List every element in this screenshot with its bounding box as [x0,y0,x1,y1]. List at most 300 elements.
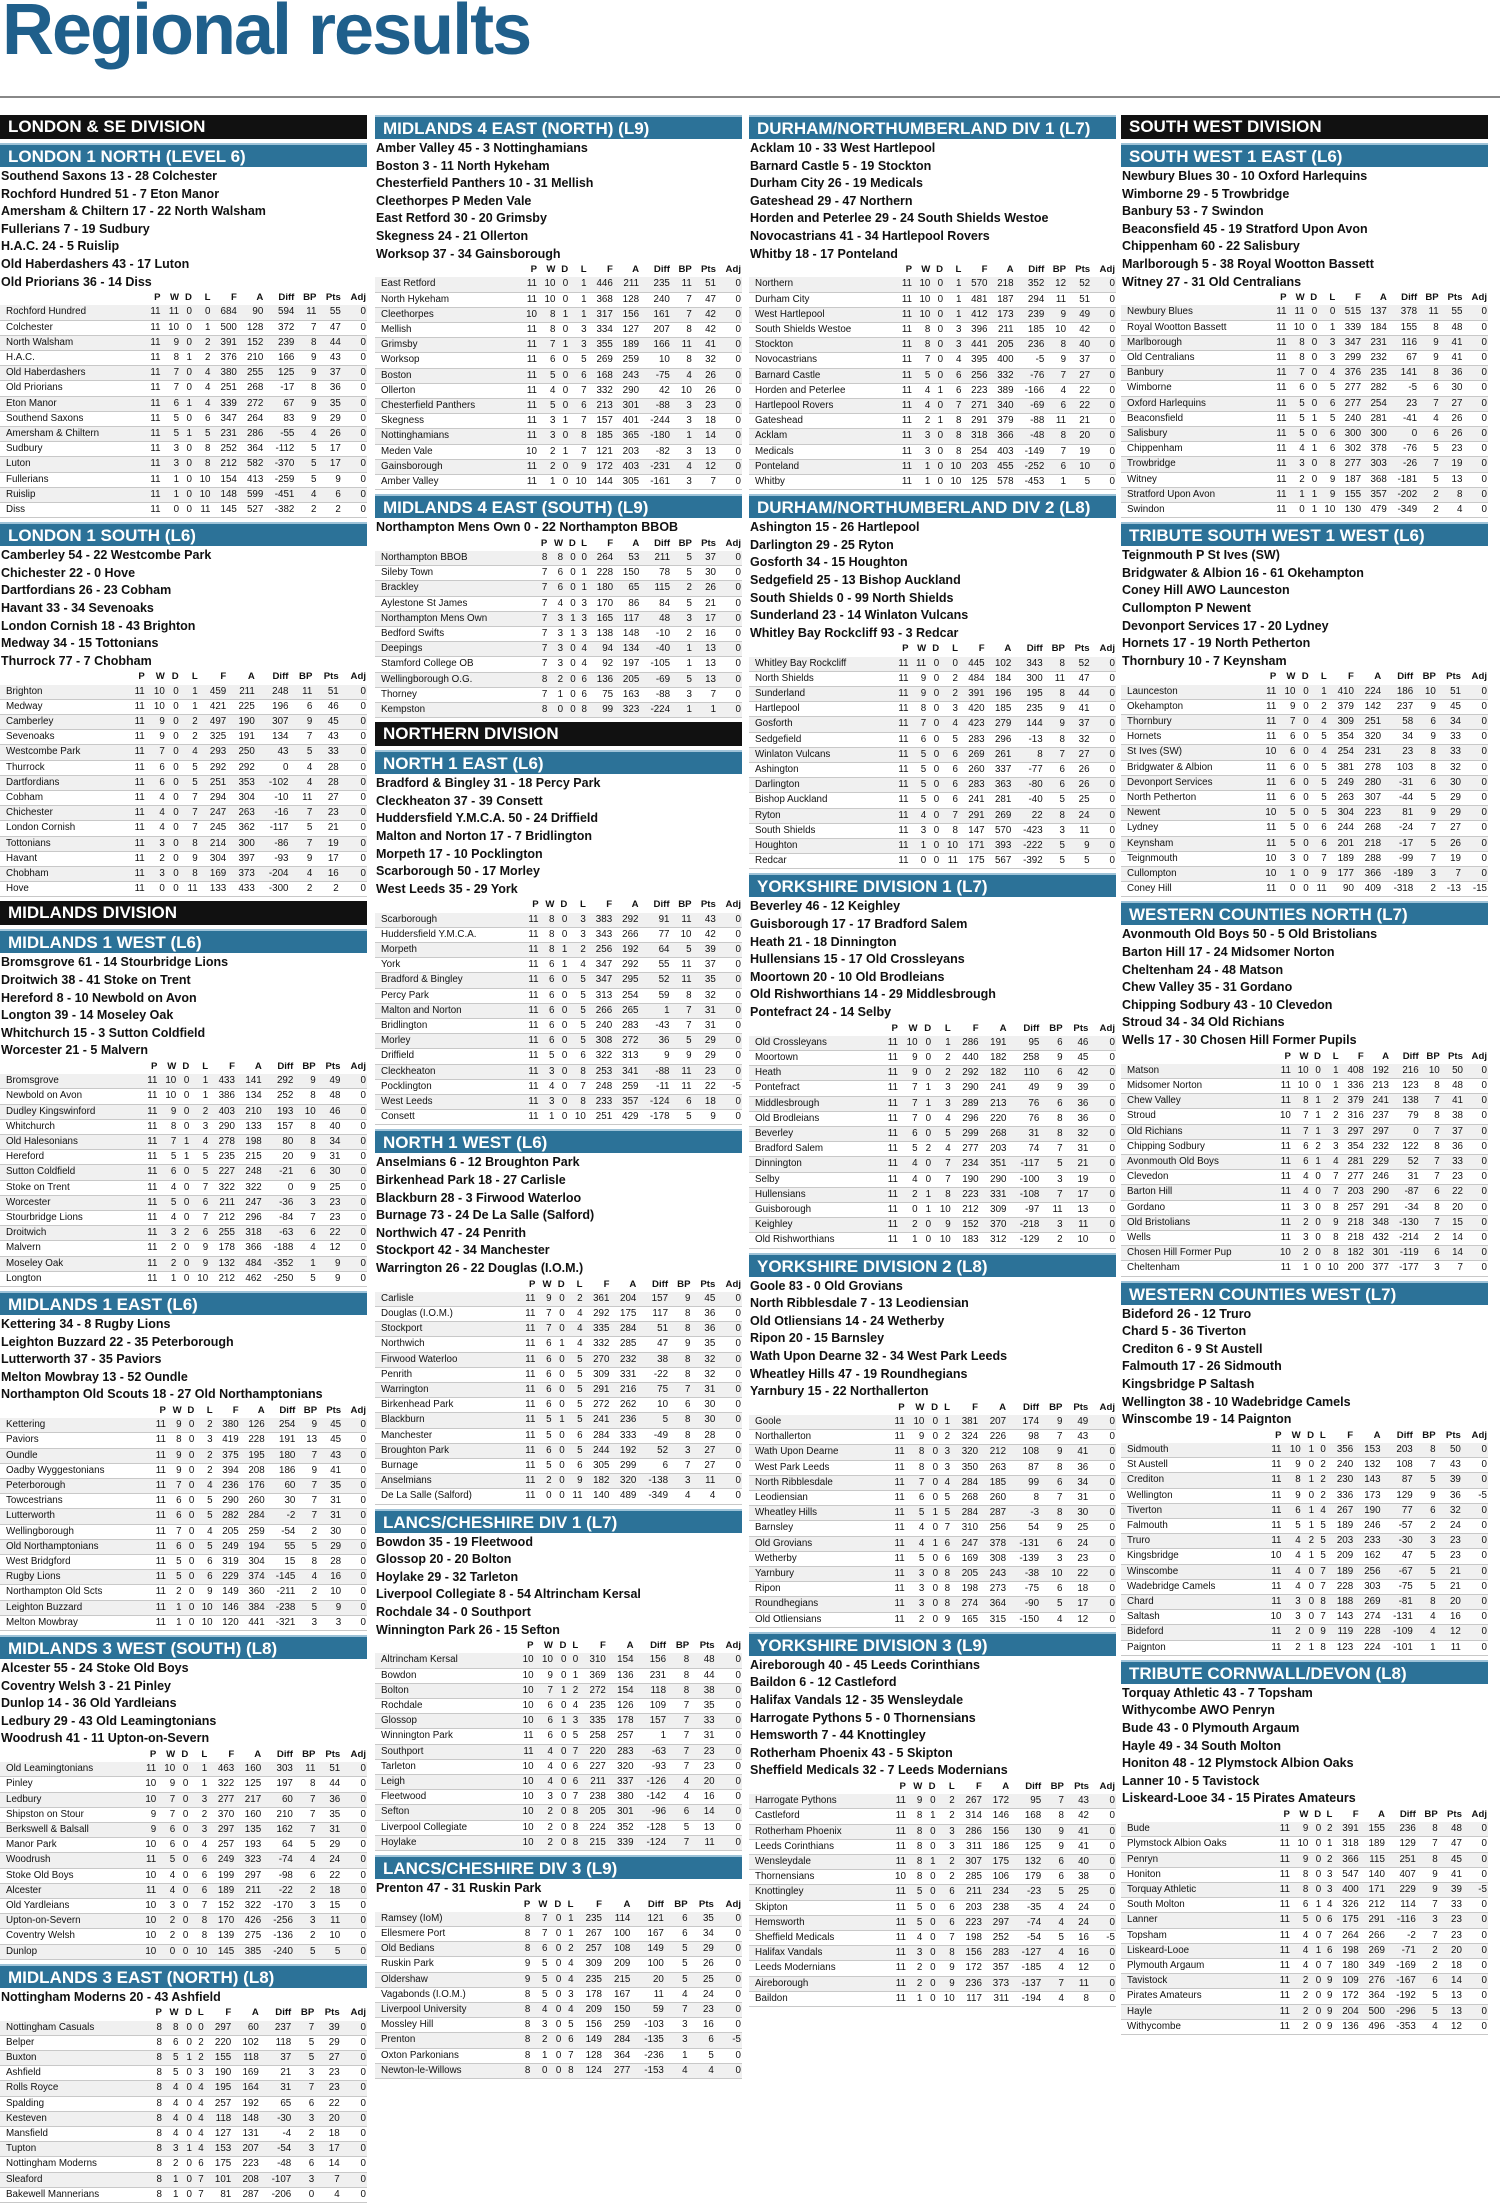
column-header: Adj [1099,1780,1115,1792]
fixture-result: Droitwich 38 - 41 Stoke on Trent [1,973,191,987]
stat-cell: 3 [169,1900,176,1912]
stat-cell: 360 [248,1586,265,1598]
team-name: Sunderland [755,687,806,699]
stat-cell: -49 [653,1429,669,1441]
stat-cell: 297 [217,1824,235,1836]
stat-cell: 125 [971,476,988,487]
stat-cell: 231 [220,427,237,439]
stat-cell: 459 [209,685,227,697]
stat-cell: 8 [1056,1507,1063,1519]
table-row [375,1699,742,1714]
team-name: Pocklington [381,1080,432,1092]
stat-cell: 0 [1109,1840,1115,1852]
stat-cell: 31 [1407,1171,1419,1183]
fixture-result: Amersham & Chiltern 17 - 22 North Walsham [1,204,266,219]
fixture-result: Lutterworth 37 - 35 Paviors [1,1352,162,1367]
fixture-result: Wheatley Hills 47 - 19 Roundhegians [750,1366,968,1381]
stat-cell: 0 [360,1778,366,1790]
table-row [749,1126,1116,1141]
stat-cell: 0 [570,582,576,594]
stat-cell: 6 [549,1004,555,1016]
stat-cell: 31 [1077,1491,1089,1503]
stat-cell: 48 [1452,1079,1463,1091]
stat-cell: 195 [1026,687,1043,699]
stat-cell: 35 [704,1338,716,1350]
table-header-row [1121,1050,1488,1064]
stat-cell: 0 [183,1166,190,1178]
stat-cell: 305 [593,1460,610,1472]
stat-cell: 3 [1295,1611,1301,1623]
stat-cell: 229 [1399,1883,1416,1895]
stat-cell: 9 [1333,1216,1339,1228]
stat-cell: -87 [1404,1186,1419,1198]
stat-cell: 5 [580,989,586,1001]
stat-cell: 23 [703,1745,715,1757]
stat-cell: 0 [1411,427,1418,439]
column-header: L [1326,1808,1333,1820]
table-row [375,973,742,988]
column-header: Adj [725,899,741,911]
stat-cell: 10 [522,1806,534,1818]
column-header: BP [1425,292,1439,304]
stat-cell: 0 [560,1700,567,1712]
stat-cell: 39 [704,944,716,955]
stat-cell: 19 [1079,445,1091,457]
stat-cell: 462 [245,1272,262,1284]
stat-cell: 11 [653,1988,664,2000]
team-name: Truro [1127,1535,1151,1547]
stat-cell: 162 [276,1824,293,1836]
stat-cell: 0 [1303,700,1309,712]
stat-cell: 11 [1276,351,1287,363]
stat-cell: 0 [925,1173,932,1185]
stat-cell: 13 [705,643,717,655]
stat-cell: 0 [1109,293,1115,305]
stat-cell: 11 [525,1475,536,1487]
stat-cell: 9 [310,412,317,424]
table-row [0,1119,367,1134]
stat-cell: 314 [965,1810,982,1822]
stat-cell: 29 [329,1839,341,1851]
team-name: Northampton Old Scts [6,1586,103,1598]
table-header-row [375,1278,742,1292]
stat-cell: 141 [245,1075,262,1087]
table-row [1121,1200,1488,1215]
team-name: West Leeds [381,1096,433,1108]
stat-cell: 7 [683,1700,690,1712]
stat-cell: 10 [329,1930,341,1942]
stat-cell: 297 [992,1916,1010,1928]
stat-cell: 29 [1450,807,1461,819]
stat-cell: 8 [1037,748,1043,760]
stat-cell: 8 [156,2082,162,2094]
stat-cell: 189 [1336,1519,1354,1531]
stat-cell: 0 [560,1776,567,1788]
stat-cell: 292 [593,1308,610,1319]
column-2 [375,111,742,2087]
stat-cell: 11 [1279,1868,1290,1880]
stat-cell: 51 [329,1763,341,1775]
table-row [0,1074,367,1089]
stat-cell: 2 [547,1821,553,1833]
team-name: Stoke on Trent [6,1181,70,1193]
team-name: Banbury [1127,367,1164,379]
stat-cell: 2 [912,1219,918,1231]
stat-cell: 10 [145,1930,157,1942]
stat-cell: 296 [245,1212,262,1223]
stat-cell: 197 [622,658,640,670]
column-header: W [170,292,180,304]
stat-cell: 11 [887,1051,898,1063]
stat-cell: 5 [1321,731,1327,743]
column-header: W [921,264,931,276]
column-header: F [229,1060,235,1072]
stat-cell: 154 [617,1684,634,1696]
table-row [375,1987,742,2002]
table-header-row [375,263,742,277]
stat-cell: 2 [1430,883,1436,895]
fixture-result: Avonmouth Old Boys 50 - 5 Old Bristolians [1122,927,1378,942]
stat-cell: 8 [173,351,180,363]
stat-cell: 0 [1109,476,1115,487]
stat-cell: 294 [209,791,227,803]
stat-cell: 185 [989,1476,1007,1488]
stat-cell: 142 [1364,700,1382,712]
stat-cell: 0 [559,1475,565,1487]
league-section [0,143,367,518]
team-name: Newton-le-Willows [381,2064,462,2076]
stat-cell: -74 [278,1854,293,1866]
stat-cell: 0 [360,2112,366,2124]
stat-cell: 10 [164,1763,176,1775]
stat-cell: 6 [310,1227,316,1239]
stat-cell: 0 [735,1745,741,1757]
stat-cell: 8 [156,2036,162,2048]
stat-cell: 0 [735,1791,741,1803]
stat-cell: 134 [272,731,289,743]
stat-cell: 6 [202,1227,209,1239]
stat-cell: 6 [176,1540,182,1552]
stat-cell: 5 [1058,1886,1064,1898]
stat-cell: 5 [682,1973,688,1985]
stat-cell: 11 [134,746,145,758]
fixture-result: Scarborough 50 - 17 Morley [376,864,540,879]
stat-cell: 26 [1451,412,1463,424]
column-header: W [155,671,165,683]
stat-cell: 2 [916,1962,923,1974]
stat-cell: 0 [932,1446,939,1458]
team-name: Malton and Norton [381,1004,462,1016]
stat-cell: 121 [596,445,613,457]
stat-cell: -86 [274,837,289,849]
table-row [1121,821,1488,836]
stat-cell: 11 [887,1173,898,1185]
stat-cell: 0 [570,643,576,655]
stat-cell: 0 [937,278,944,290]
team-name: Selby [755,1173,780,1185]
team-name: Moseley Oak [6,1257,64,1269]
stat-cell: 4 [306,776,313,788]
stat-cell: 5 [1295,1519,1301,1531]
stat-cell: 6 [572,1776,579,1788]
stat-cell: 0 [1481,306,1487,318]
stat-cell: 11 [901,354,912,366]
league-title: MIDLANDS 4 EAST (NORTH) (L9) [375,115,742,139]
stat-cell: 29 [704,1035,716,1047]
stat-cell: 324 [961,1431,979,1443]
stat-cell: -10 [274,791,289,803]
stat-cell: 259 [248,1525,265,1537]
stat-cell: 99 [1028,1476,1040,1488]
stat-cell: 6 [557,582,564,594]
stat-cell: 3 [952,703,958,715]
stat-cell: 4 [310,427,317,439]
stat-cell: 413 [246,473,264,485]
stat-cell: 5 [207,1495,213,1507]
team-name: Old Bristolians [1127,1216,1191,1228]
stat-cell: 3 [1432,1914,1438,1926]
stat-cell: 0 [360,1601,366,1613]
league-section [375,494,742,718]
stat-cell: 0 [1109,1476,1115,1488]
stat-cell: 322 [244,1900,262,1912]
stat-cell: 168 [596,369,613,381]
stat-cell: 21 [705,597,717,609]
stat-cell: 11 [147,1075,158,1087]
stat-cell: 0 [555,1943,562,1955]
team-name: Pontefract [755,1082,800,1094]
stat-cell: 9 [1295,1489,1301,1501]
stat-cell: 5 [170,1151,177,1163]
stat-cell: 0 [735,1429,741,1441]
stat-cell: 0 [735,673,741,685]
stat-cell: 11 [150,473,161,485]
league-table [375,1639,742,1851]
stat-cell: 6 [169,1824,176,1836]
stat-cell: 7 [310,321,317,333]
stat-cell: -318 [1393,883,1414,895]
stat-cell: 0 [360,1945,366,1957]
stat-cell: 0 [186,504,192,515]
stat-cell: 41 [330,1464,342,1476]
stat-cell: 0 [562,278,569,290]
stat-cell: 212 [218,1272,235,1284]
stat-cell: 10 [522,1776,534,1788]
stat-cell: 423 [968,718,985,730]
stat-cell: 0 [360,868,366,879]
stat-cell: 0 [360,761,366,773]
table-row [0,1914,367,1929]
stat-cell: 19 [1451,458,1463,470]
stat-cell: 45 [330,1419,342,1431]
column-header: Adj [725,1278,741,1290]
stat-cell: 290 [218,1120,235,1132]
stat-cell: -93 [274,852,289,864]
stat-cell: -128 [646,1821,667,1833]
stat-cell: 3 [682,2034,688,2046]
stat-cell: 3 [557,628,564,640]
stat-cell: 211 [590,1776,606,1788]
table-row [0,760,367,775]
column-header: W [167,1060,177,1072]
stat-cell: 391 [220,336,237,348]
stat-cell: 6 [546,1399,552,1411]
fixture-result: Melton Mowbray 13 - 52 Oundle [1,1369,188,1384]
stat-cell: 279 [994,718,1012,730]
stat-cell: 11 [525,1323,536,1335]
table-row [375,581,742,596]
stat-cell: 2 [1302,2020,1309,2032]
stat-cell: 4 [1320,1504,1326,1516]
stat-cell: 8 [524,1928,531,1940]
stat-cell: 11 [887,1204,898,1215]
stat-cell: 0 [1109,1886,1115,1898]
team-name: Stockton [755,339,794,351]
stat-cell: 0 [735,1760,741,1772]
column-header: L [948,1780,955,1792]
fixture-result: Old Priorians 36 - 14 Diss [1,274,152,289]
fixture-result: West Leeds 35 - 29 York [376,881,518,896]
stat-cell: 266 [622,928,639,940]
stat-cell: 2 [198,2052,204,2064]
table-header-row [375,1898,742,1912]
stat-cell: 8 [918,1446,925,1458]
stat-cell: 257 [214,2097,232,2109]
column-header: F [600,1640,606,1652]
stat-cell: 4 [577,1308,583,1319]
team-name: Amersham & Chiltern [6,427,100,439]
stat-cell: 0 [1109,1855,1115,1867]
table-row [0,335,367,350]
stat-cell: 6 [309,1869,316,1881]
stat-cell: 4 [557,597,564,609]
stat-cell: 0 [360,1571,366,1583]
stat-cell: 20 [1079,430,1091,442]
stat-cell: 3 [916,1947,923,1959]
stat-cell: 165 [961,1613,979,1625]
stat-cell: 0 [1109,840,1115,851]
stat-cell: 0 [1109,1219,1115,1231]
stat-cell: -370 [274,458,295,470]
stat-cell: 3 [686,415,692,427]
stat-cell: 4 [542,2004,548,2016]
stat-cell: 300 [1344,427,1362,439]
stat-cell: 10 [526,445,537,457]
table-header-row [1121,670,1488,684]
stat-cell: 0 [1481,1853,1487,1865]
stat-cell: 0 [1109,278,1115,290]
stat-cell: 0 [735,369,741,381]
column-header: P [151,1060,158,1072]
stat-cell: 9 [310,1151,316,1163]
column-header: D [1310,292,1318,304]
stat-cell: 0 [186,2097,192,2109]
stat-cell: 336 [1347,1079,1364,1091]
fixture-result: Ripon 20 - 15 Barnsley [750,1331,885,1346]
stat-cell: 3 [309,1900,316,1912]
column-header [0,670,127,684]
stat-cell: 19 [1077,1173,1089,1185]
stat-cell: 0 [360,731,366,743]
stat-cell: 16 [330,1571,342,1583]
stat-cell: 23 [1452,1171,1463,1183]
fixture-result: Chichester 22 - 0 Hove [1,565,136,580]
stat-cell: 2 [945,1051,951,1063]
stat-cell: 6 [952,748,958,760]
table-row [375,596,742,611]
table-row [1121,1579,1488,1594]
stat-cell: -135 [644,2034,664,2046]
column-header: Pts [699,1640,715,1652]
stat-cell: 218 [1364,837,1382,849]
stat-cell: 0 [360,2188,366,2200]
stat-cell: 11 [526,339,537,351]
table-row [749,1036,1116,1051]
stat-cell: 4 [1058,1916,1064,1928]
stat-cell: 0 [1481,1626,1487,1638]
stat-cell: 240 [653,293,670,305]
stat-cell: 0 [188,1480,195,1491]
stat-cell: 11 [1279,1960,1290,1971]
team-name: Old Leamingtonians [6,1763,94,1775]
stat-cell: 252 [220,443,237,455]
stat-cell: 10 [575,476,587,487]
stat-cell: 0 [1308,1489,1315,1501]
stat-cell: 39 [328,2021,340,2033]
column-header: Diff [277,1060,294,1072]
stat-cell: 295 [622,974,639,986]
table-row [375,1443,742,1458]
table-row [0,396,367,411]
stat-cell: 11 [1276,336,1287,348]
table-row [0,1807,367,1822]
stat-cell: 11 [898,733,909,745]
stat-cell: 5 [916,1916,923,1928]
stat-cell: 400 [997,354,1014,366]
stat-cell: 11 [147,1257,158,1269]
stat-cell: 248 [245,1166,262,1178]
column-header: D [931,1401,939,1413]
team-name: Clevedon [1127,1171,1169,1183]
stat-cell: 376 [220,351,237,363]
stat-cell: 5 [1059,840,1065,851]
stat-cell: 26 [1078,779,1090,791]
stat-cell: 0 [735,1399,741,1411]
stat-cell: 1 [201,1778,208,1790]
stat-cell: 0 [360,2097,366,2109]
stat-cell: 311 [993,1992,1010,2004]
stat-cell: 0 [1481,791,1487,803]
stat-cell: 11 [526,354,537,366]
stat-cell: 6 [955,369,962,381]
stat-cell: 0 [182,1793,189,1805]
stat-cell: 0 [930,1840,936,1852]
stat-cell: 9 [173,336,180,348]
table-row [749,1460,1116,1475]
stat-cell: 1 [561,944,568,955]
table-header-row [375,537,742,551]
stat-cell: 373 [238,868,255,879]
stat-cell: 0 [561,1004,568,1016]
stat-cell: -69 [1030,399,1045,411]
team-name: De La Salle (Salford) [381,1490,472,1502]
stat-cell: 236 [1399,1823,1416,1835]
stat-cell: 684 [220,306,237,318]
table-row [749,1839,1116,1854]
stat-cell: 0 [360,807,366,819]
column-header [749,1022,880,1036]
stat-cell: 4 [207,1480,213,1491]
